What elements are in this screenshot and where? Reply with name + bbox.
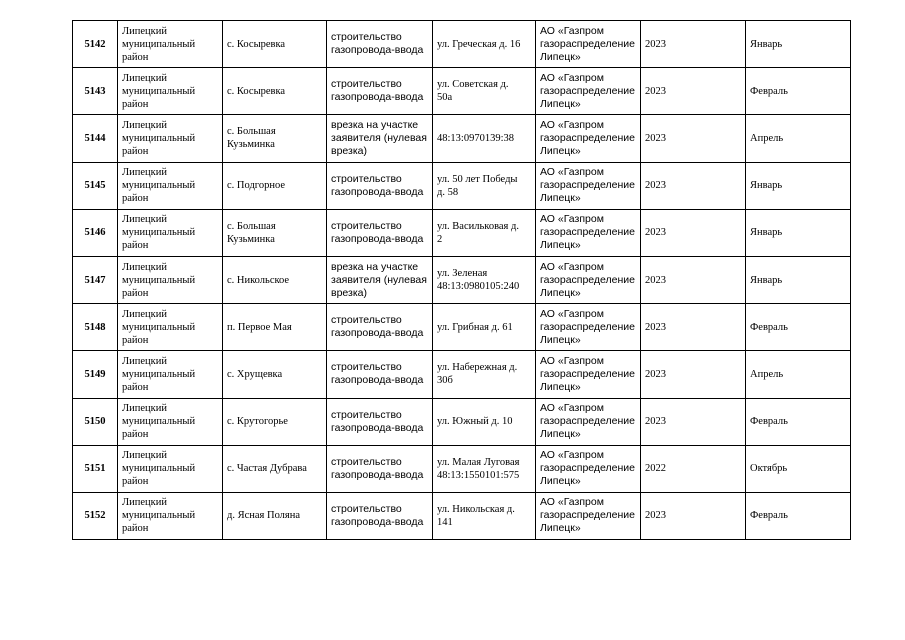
table-row <box>73 304 851 351</box>
work-type-cell: строительство газопровода-ввода <box>327 162 433 209</box>
month-cell: Февраль <box>746 398 851 445</box>
organization-cell: АО «Газпром газораспределение Липецк» <box>536 68 641 115</box>
work-type-cell: строительство газопровода-ввода <box>327 492 433 539</box>
row-number: 5142 <box>73 21 118 68</box>
district-cell: Липецкий муниципальный район <box>118 304 223 351</box>
district-cell: Липецкий муниципальный район <box>118 492 223 539</box>
row-number: 5152 <box>73 492 118 539</box>
row-number: 5144 <box>73 115 118 162</box>
organization-cell: АО «Газпром газораспределение Липецк» <box>536 162 641 209</box>
table-row <box>73 492 851 539</box>
locality-cell: с. Косыревка <box>223 68 327 115</box>
row-number: 5145 <box>73 162 118 209</box>
address-cell: ул. Зеленая 48:13:0980105:240 <box>433 256 536 303</box>
locality-cell: с. Крутогорье <box>223 398 327 445</box>
locality-cell: п. Первое Мая <box>223 304 327 351</box>
address-cell: ул. Никольская д. 141 <box>433 492 536 539</box>
organization-cell: АО «Газпром газораспределение Липецк» <box>536 492 641 539</box>
month-cell: Январь <box>746 21 851 68</box>
year-cell: 2023 <box>641 115 746 162</box>
locality-cell: с. Хрущевка <box>223 351 327 398</box>
address-cell: ул. Южный д. 10 <box>433 398 536 445</box>
address-cell: ул. Набережная д. 30б <box>433 351 536 398</box>
district-cell: Липецкий муниципальный район <box>118 256 223 303</box>
table-row <box>73 209 851 256</box>
district-cell: Липецкий муниципальный район <box>118 209 223 256</box>
table-body <box>73 21 851 540</box>
year-cell: 2022 <box>641 445 746 492</box>
table-row <box>73 162 851 209</box>
month-cell: Апрель <box>746 351 851 398</box>
work-type-cell: строительство газопровода-ввода <box>327 21 433 68</box>
locality-cell: с. Частая Дубрава <box>223 445 327 492</box>
address-cell: ул. Малая Луговая 48:13:1550101:575 <box>433 445 536 492</box>
organization-cell: АО «Газпром газораспределение Липецк» <box>536 209 641 256</box>
year-cell: 2023 <box>641 256 746 303</box>
table-row <box>73 398 851 445</box>
work-type-cell: строительство газопровода-ввода <box>327 445 433 492</box>
district-cell: Липецкий муниципальный район <box>118 162 223 209</box>
year-cell: 2023 <box>641 398 746 445</box>
row-number: 5149 <box>73 351 118 398</box>
month-cell: Апрель <box>746 115 851 162</box>
work-type-cell: строительство газопровода-ввода <box>327 209 433 256</box>
table-row <box>73 445 851 492</box>
locality-cell: д. Ясная Поляна <box>223 492 327 539</box>
locality-cell: с. Большая Кузьминка <box>223 209 327 256</box>
year-cell: 2023 <box>641 68 746 115</box>
district-cell: Липецкий муниципальный район <box>118 21 223 68</box>
gas-connection-table <box>72 20 851 540</box>
month-cell: Февраль <box>746 304 851 351</box>
address-cell: ул. Советская д. 50а <box>433 68 536 115</box>
organization-cell: АО «Газпром газораспределение Липецк» <box>536 256 641 303</box>
row-number: 5151 <box>73 445 118 492</box>
work-type-cell: строительство газопровода-ввода <box>327 398 433 445</box>
month-cell: Февраль <box>746 492 851 539</box>
month-cell: Январь <box>746 162 851 209</box>
year-cell: 2023 <box>641 21 746 68</box>
organization-cell: АО «Газпром газораспределение Липецк» <box>536 351 641 398</box>
work-type-cell: врезка на участке заявителя (нулевая врезка) <box>327 115 433 162</box>
address-cell: ул. Греческая д. 16 <box>433 21 536 68</box>
table-row <box>73 256 851 303</box>
row-number: 5146 <box>73 209 118 256</box>
locality-cell: с. Большая Кузьминка <box>223 115 327 162</box>
organization-cell: АО «Газпром газораспределение Липецк» <box>536 21 641 68</box>
organization-cell: АО «Газпром газораспределение Липецк» <box>536 115 641 162</box>
row-number: 5150 <box>73 398 118 445</box>
locality-cell: с. Косыревка <box>223 21 327 68</box>
address-cell: ул. Васильковая д. 2 <box>433 209 536 256</box>
year-cell: 2023 <box>641 209 746 256</box>
district-cell: Липецкий муниципальный район <box>118 115 223 162</box>
year-cell: 2023 <box>641 492 746 539</box>
address-cell: ул. Грибная д. 61 <box>433 304 536 351</box>
district-cell: Липецкий муниципальный район <box>118 68 223 115</box>
address-cell: 48:13:0970139:38 <box>433 115 536 162</box>
organization-cell: АО «Газпром газораспределение Липецк» <box>536 304 641 351</box>
table-row <box>73 68 851 115</box>
table-row <box>73 115 851 162</box>
work-type-cell: строительство газопровода-ввода <box>327 351 433 398</box>
row-number: 5148 <box>73 304 118 351</box>
organization-cell: АО «Газпром газораспределение Липецк» <box>536 445 641 492</box>
month-cell: Февраль <box>746 68 851 115</box>
month-cell: Январь <box>746 256 851 303</box>
month-cell: Октябрь <box>746 445 851 492</box>
district-cell: Липецкий муниципальный район <box>118 398 223 445</box>
year-cell: 2023 <box>641 304 746 351</box>
month-cell: Январь <box>746 209 851 256</box>
organization-cell: АО «Газпром газораспределение Липецк» <box>536 398 641 445</box>
work-type-cell: строительство газопровода-ввода <box>327 68 433 115</box>
year-cell: 2023 <box>641 162 746 209</box>
district-cell: Липецкий муниципальный район <box>118 445 223 492</box>
row-number: 5147 <box>73 256 118 303</box>
district-cell: Липецкий муниципальный район <box>118 351 223 398</box>
locality-cell: с. Никольское <box>223 256 327 303</box>
table-row <box>73 21 851 68</box>
work-type-cell: строительство газопровода-ввода <box>327 304 433 351</box>
table-row <box>73 351 851 398</box>
address-cell: ул. 50 лет Победы д. 58 <box>433 162 536 209</box>
locality-cell: с. Подгорное <box>223 162 327 209</box>
year-cell: 2023 <box>641 351 746 398</box>
row-number: 5143 <box>73 68 118 115</box>
work-type-cell: врезка на участке заявителя (нулевая врезка) <box>327 256 433 303</box>
